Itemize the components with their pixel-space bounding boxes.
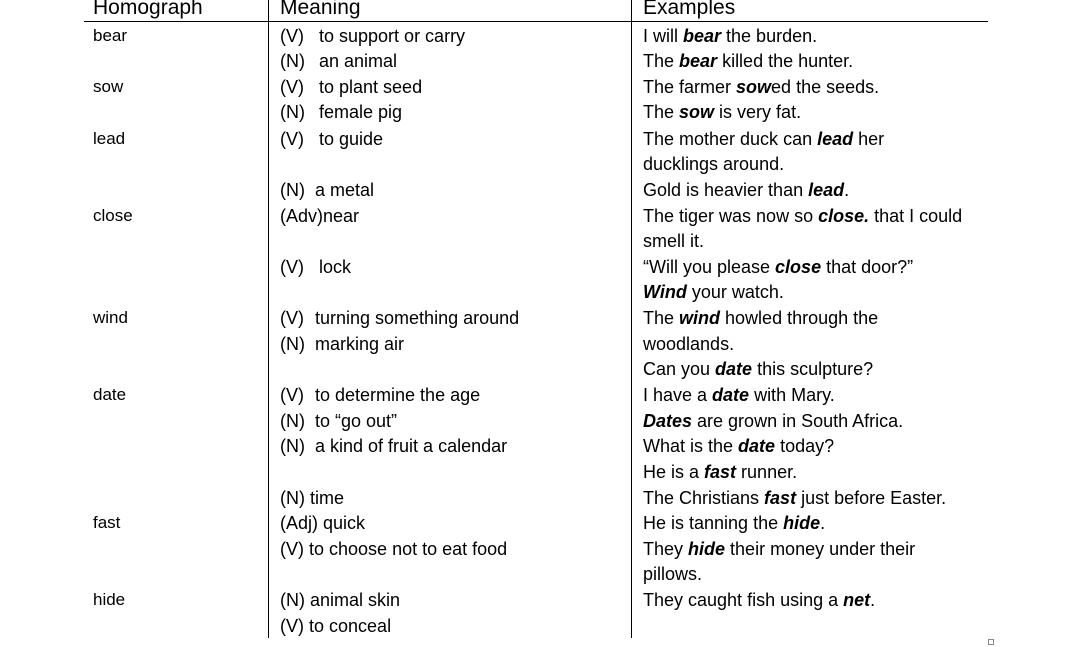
example-line: Wind your watch. bbox=[643, 282, 784, 302]
example-line: ducklings around. bbox=[643, 154, 785, 174]
example-line: Gold is heavier than lead. bbox=[643, 180, 850, 200]
meaning-line: (N) animal skin bbox=[280, 590, 401, 610]
example-line: He is tanning the hide. bbox=[643, 513, 826, 533]
example-line: pillows. bbox=[643, 564, 703, 584]
example-line: The Christians fast just before Easter. bbox=[643, 488, 947, 508]
example-line: They caught fish using a net. bbox=[643, 590, 876, 610]
homograph-date: date bbox=[93, 385, 127, 404]
example-line: The mother duck can lead her bbox=[643, 129, 885, 149]
homograph-fast: fast bbox=[93, 513, 121, 532]
meaning-line: (N) a kind of fruit a calendar bbox=[280, 436, 508, 456]
example-line: He is a fast runner. bbox=[643, 462, 798, 482]
meaning-line: (N) a metal bbox=[280, 180, 375, 200]
homograph-close: close bbox=[93, 206, 133, 225]
example-line: I have a date with Mary. bbox=[643, 385, 835, 405]
resize-handle[interactable] bbox=[988, 639, 994, 645]
meaning-line: (N) to “go out” bbox=[280, 411, 398, 431]
meaning-line: (V) lock bbox=[280, 257, 352, 277]
meaning-line: (V) to determine the age bbox=[280, 385, 481, 405]
meaning-line: (V) to choose not to eat food bbox=[280, 539, 508, 559]
meaning-line: (V) to support or carry bbox=[280, 26, 466, 46]
homograph-hide: hide bbox=[93, 590, 126, 609]
header-underline bbox=[84, 21, 988, 22]
example-line: The sow is very fat. bbox=[643, 102, 802, 122]
example-line: woodlands. bbox=[643, 334, 735, 354]
header-examples: Examples bbox=[643, 0, 736, 19]
example-line: What is the date today? bbox=[643, 436, 835, 456]
homograph-lead: lead bbox=[93, 129, 126, 148]
column-divider-1 bbox=[268, 0, 269, 638]
homograph-bear: bear bbox=[93, 26, 128, 45]
example-line: Can you date this sculpture? bbox=[643, 359, 874, 379]
example-line: Dates are grown in South Africa. bbox=[643, 411, 904, 431]
header-meaning: Meaning bbox=[280, 0, 361, 19]
meaning-line: (Adv)near bbox=[280, 206, 360, 226]
example-line: smell it. bbox=[643, 231, 705, 251]
homograph-wind: wind bbox=[93, 308, 128, 327]
example-line: “Will you please close that door?” bbox=[643, 257, 914, 277]
example-line: The wind howled through the bbox=[643, 308, 879, 328]
meaning-line: (Adj) quick bbox=[280, 513, 366, 533]
example-line: The tiger was now so close. that I could bbox=[643, 206, 963, 226]
example-line: I will bear the burden. bbox=[643, 26, 818, 46]
example-line: The bear killed the hunter. bbox=[643, 51, 854, 71]
meaning-line: (N) marking air bbox=[280, 334, 405, 354]
example-line: The farmer sowed the seeds. bbox=[643, 77, 880, 97]
homograph-sow: sow bbox=[93, 77, 124, 96]
meaning-line: (N) time bbox=[280, 488, 345, 508]
header-homograph: Homograph bbox=[93, 0, 203, 19]
meaning-line: (N) an animal bbox=[280, 51, 398, 71]
example-line: They hide their money under their bbox=[643, 539, 916, 559]
meaning-line: (V) to plant seed bbox=[280, 77, 423, 97]
meaning-line: (V) to conceal bbox=[280, 616, 392, 636]
meaning-line: (N) female pig bbox=[280, 102, 403, 122]
meaning-line: (V) turning something around bbox=[280, 308, 520, 328]
column-divider-2 bbox=[631, 0, 632, 638]
meaning-line: (V) to guide bbox=[280, 129, 384, 149]
